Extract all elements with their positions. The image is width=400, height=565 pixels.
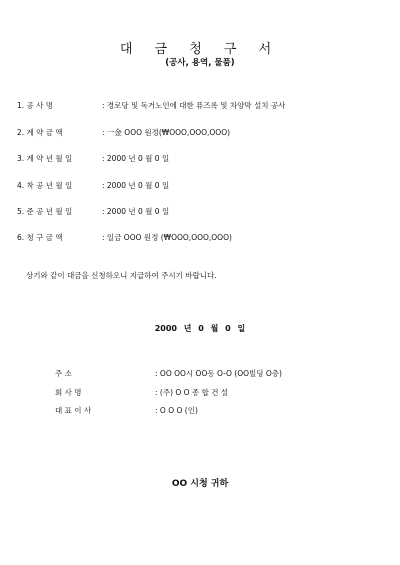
info-company <box>55 387 228 398</box>
item-value: : 2000 년 0 월 0 일 <box>102 181 170 190</box>
item-label: 2. 계 약 금 액 <box>17 128 63 137</box>
item-contract-date <box>17 153 169 164</box>
item-value: : 2000 년 0 월 0 일 <box>102 154 170 163</box>
item-value: : 2000 년 0 월 0 일 <box>102 207 170 216</box>
info-value: : O O O (인) <box>155 406 198 415</box>
document-title: 대 금 청 구 서 <box>119 42 281 57</box>
item-label: 6. 청 구 금 액 <box>17 233 63 242</box>
item-label: 5. 준 공 년 월 일 <box>17 207 73 216</box>
item-label: 4. 착 공 년 월 일 <box>17 181 73 190</box>
item-value: : 一金 OOO 원정(₩OOO,OOO,OOO) <box>102 128 231 137</box>
item-claim-amount <box>17 232 232 243</box>
info-label: 대 표 이 사 <box>55 406 92 415</box>
item-start-date <box>17 180 169 191</box>
info-value: : OO OO시 OO동 O-O (OO빌딩 O층) <box>155 369 282 378</box>
item-value: : 일금 OOO 원정 (₩OOO,OOO,OOO) <box>102 233 232 242</box>
recipient: OO 시청 귀하 <box>171 479 229 489</box>
info-address <box>55 368 282 379</box>
info-ceo <box>55 405 198 416</box>
info-label: 회 사 명 <box>55 388 82 397</box>
info-label: 주 소 <box>55 369 72 378</box>
document-subtitle: (공사, 용역, 물품) <box>165 58 235 68</box>
item-label: 1. 공 사 명 <box>17 101 54 110</box>
document-date: 2000 년 0 월 0 일 <box>154 324 246 333</box>
item-contract-amount <box>17 127 230 138</box>
item-value: : 경로당 및 독거노인에 대한 퓨즈록 및 차양막 설치 공사 <box>102 101 286 110</box>
request-notice: 상기와 같이 대금을 신청하오니 지급하여 주시기 바랍니다. <box>26 271 217 280</box>
item-label: 3. 계 약 년 월 일 <box>17 154 73 163</box>
item-completion-date <box>17 206 169 217</box>
info-value: : (주) O O 종 합 건 설 <box>155 388 229 397</box>
item-construction-name <box>17 100 285 111</box>
